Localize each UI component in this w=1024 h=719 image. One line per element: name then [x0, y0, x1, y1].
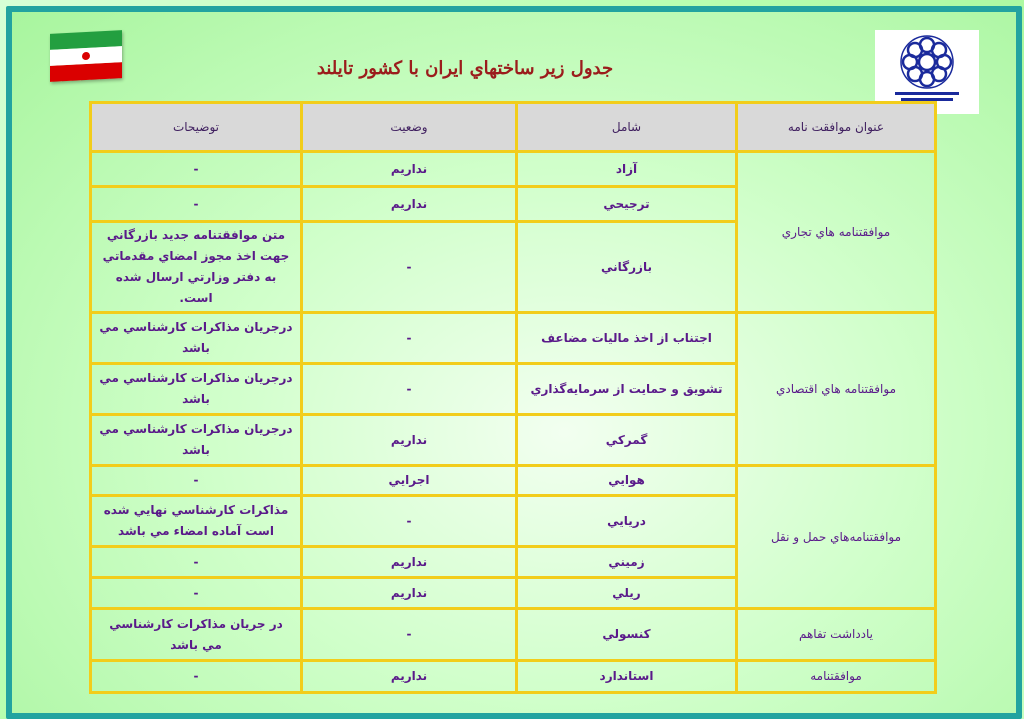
header-includes: شامل [517, 103, 737, 152]
cell-includes: دريايي [517, 496, 737, 547]
cell-notes: در جريان مذاكرات كارشناسي مي باشد [91, 609, 302, 661]
table-row [91, 466, 936, 496]
cell-notes: - [91, 547, 302, 578]
cell-notes: متن موافقتنامه جديد بازرگاني جهت اخذ مجوز امضاي مقدماتي به دفتر وزارتي ارسال شده است. [91, 222, 302, 313]
cell-notes: درجريان مذاكرات كارشناسي مي باشد [91, 364, 302, 415]
group-mou: يادداشت تفاهم [737, 609, 936, 661]
cell-status: - [302, 313, 517, 364]
group-trade: موافقتنامه هاي تجاري [737, 152, 936, 313]
cell-notes: - [91, 466, 302, 496]
cell-includes: زميني [517, 547, 737, 578]
cell-includes: كنسولي [517, 609, 737, 661]
cell-status: - [302, 496, 517, 547]
cell-status: نداريم [302, 578, 517, 609]
cell-includes: ريلي [517, 578, 737, 609]
page-title: جدول زیر ساختهاي ايران با كشور تايلند [316, 58, 614, 79]
cell-notes: - [91, 152, 302, 187]
cell-status: نداريم [302, 187, 517, 222]
cell-status: نداريم [302, 547, 517, 578]
cell-includes: ترجيحي [517, 187, 737, 222]
cell-includes: تشويق و حمايت از سرمايه‌گذاري [517, 364, 737, 415]
cell-notes: - [91, 187, 302, 222]
agreements-table [89, 101, 937, 694]
table-row [91, 661, 936, 693]
iran-flag-icon [50, 30, 122, 82]
cell-notes: - [91, 661, 302, 693]
table-row [91, 609, 936, 661]
cell-status: نداريم [302, 661, 517, 693]
cell-includes: گمركي [517, 415, 737, 466]
cell-status: اجرايي [302, 466, 517, 496]
cell-includes: بازرگاني [517, 222, 737, 313]
cell-includes: اجتناب از اخذ ماليات مضاعف [517, 313, 737, 364]
cell-notes: درجريان مذاكرات كارشناسي مي باشد [91, 415, 302, 466]
cell-status: - [302, 609, 517, 661]
table-header-row [91, 103, 936, 152]
cell-status: نداريم [302, 152, 517, 187]
cell-status: - [302, 364, 517, 415]
header-agreement: عنوان موافقت نامه [737, 103, 936, 152]
table-row [91, 313, 936, 364]
group-economic: موافقتنامه هاي اقتصادي [737, 313, 936, 466]
cell-includes: آزاد [517, 152, 737, 187]
cell-includes: استاندارد [517, 661, 737, 693]
cell-includes: هوايي [517, 466, 737, 496]
header-status: وضعيت [302, 103, 517, 152]
cell-status: - [302, 222, 517, 313]
group-agreement: موافقتنامه [737, 661, 936, 693]
table-row [91, 152, 936, 187]
cell-notes: درجريان مذاكرات كارشناسي مي باشد [91, 313, 302, 364]
cell-notes: - [91, 578, 302, 609]
header-notes: توضيحات [91, 103, 302, 152]
cell-notes: مذاكرات كارشناسي نهايي شده است آماده امضاء مي باشد [91, 496, 302, 547]
cell-status: نداريم [302, 415, 517, 466]
group-transport: موافقتنامه‌هاي حمل و نقل [737, 466, 936, 609]
